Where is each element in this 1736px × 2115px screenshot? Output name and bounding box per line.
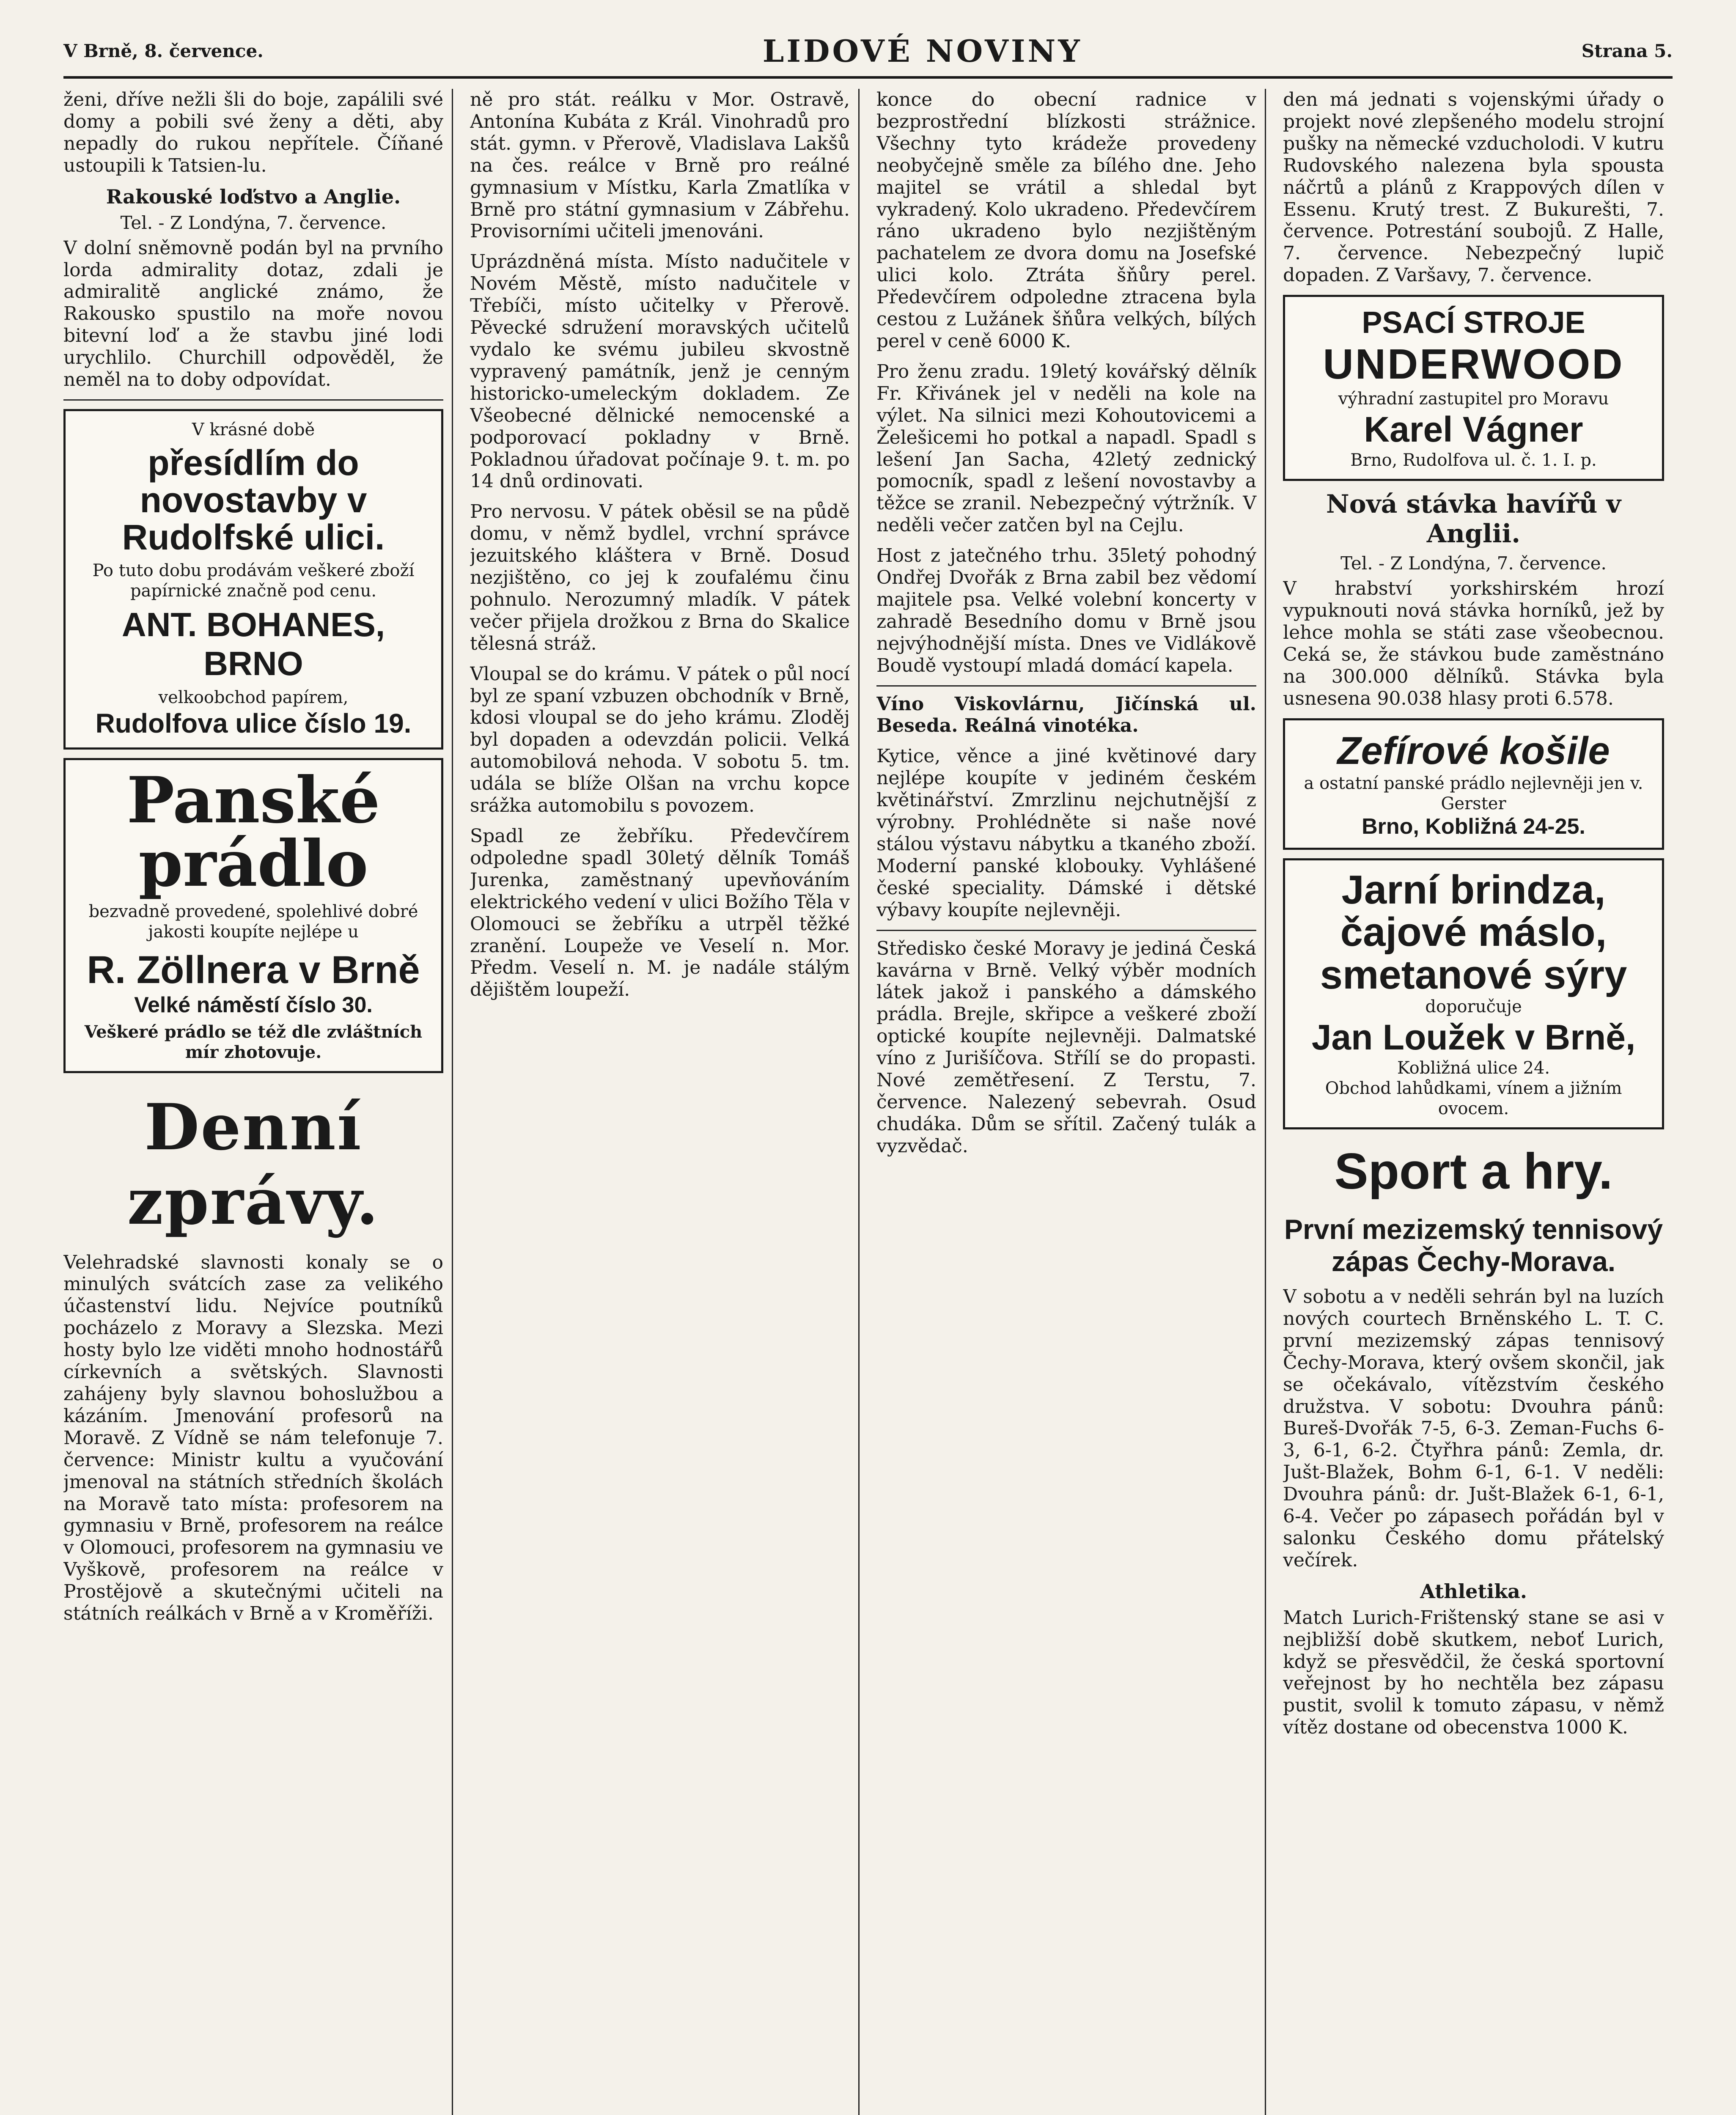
page-header [63,25,1673,79]
article-text-col2-4: Vloupal se do krámu. V pátek o půl nocí byl ze spaní vzbuzen obchodník v Brně, kdosi vloupal se do jeho krámu. Zloděj byl dopaden a odevzdán policii. Velká automobilová nehoda. V sobotu 5. tm. udála se blíže Olšan na vrchu kopce srážka automobilu s povozem. [470,663,850,817]
classified-text-2: Středisko české Moravy je jediná Česká kavárna v Brně. Velký výběr modních látek jakož i panského a dámského prádla. Brejle, skřipce a veškeré zboží optické koupíte nejlevněji. Dalmatské víno z Jurišíčova. Střílí se do propasti. Nové zemětřesení. Z Terstu, 7. července. Nalezený sebevrah. Osud chudáka. Dům se sřítil. Začený tulák a vyzvědač. [876,937,1256,1157]
article-text-col3-2: Pro ženu zradu. 19letý kovářský dělník Fr. Křivánek jel v neděli na kole na výlet. Na silnici mezi Kohoutovicemi a Želešicemi ho potkal a napadl. Spadl s lešení Jan Sacha, 42letý zednický pomocník, spadl z lešení novostavby a těžce se zranil. Nebezpečný výtržník. V neděli večer zatčen byl na Cejlu. [876,360,1256,536]
column-2 [470,89,860,2115]
article-text-tennis: V sobotu a v neděli sehrán byl na luzích nových courtech Brněnského L. T. C. první mezizemský zápas tennisový Čechy-Morava, který ovšem skončil, jak se očekávalo, vítězstvím českého družstva. V sobotu: Dvouhra pánů: Bureš-Dvořák 7-5, 6-3. Zeman-Fuchs 6-3, 6-1, 6-2. Čtyřhra pánů: Zemla, dr. Jušt-Blažek, Bohm 6-1, 6-1. V neděli: Dvouhra pánů: dr. Jušt-Blažek 6-1, 6-1, 6-4. Večer po zápasech pořádán byl v salonku Českého domu přátelský večírek. [1283,1285,1664,1571]
ad-gerster-headline: Zefírové košile [1337,729,1610,772]
ad-gerster-address: Brno, Kobližná 24-25. [1362,814,1585,839]
article-text-athletics: Match Lurich-Frištenský stane se asi v nejbližší době skutkem, neboť Lurich, když se přesvědčil, že česká sportovní veřejnost by ho nechtěla bez zápasu pustit, svolil k tomuto zápasu, v němž vítěz dostane od obecenstva 1000 K. [1283,1607,1664,1739]
newspaper-title: LIDOVÉ NOVINY [762,33,1082,69]
ad-bohanes-sub: Po tuto dobu prodávám veškeré zboží papírnické značně pod cenu. [92,560,415,601]
ad-underwood-top: PSACÍ STROJE [1362,306,1585,340]
ad-underwood-name: Karel Vágner [1364,409,1583,450]
article-text-col2-2: Uprázdněná místa. Místo nadučitele v Novém Městě, místo nadučitele v Třebíči, místo učitelky v Přerově. Pěvecké sdružení moravských učitelů vydalo ke svému jubileu skvostně vypravený památník, jenž je cenným historicko-umeleckým dokladem. Ze Všeobecné dělnické nemocenské a podporovací pokladny v Brně. Pokladnou úřadovat počínaje 9. t. m. po 14 dnů ordinovati. [470,251,850,492]
ad-louzek [1283,858,1664,1129]
ad-louzek-address: Kobližná ulice 24. [1397,1058,1550,1078]
article-text-strike: V hrabství yorkshirském hrozí vypuknouti nová stávka horníků, jež by lehce mohla se státi zase všeobecnou. Ceká se, že stávkou bude zaměstnáno na 300.000 dělníků. Stávka byla usnesena 90.038 hlasy proti 6.578. [1283,578,1664,709]
divider [876,685,1256,687]
classified-head: Víno Viskovlárnu, Jičínská ul. Beseda. Reálná vinotéka. [876,693,1256,737]
article-title-athletics: Athletika. [1420,1579,1527,1603]
strike-dateline: Tel. - Z Londýna, 7. července. [1340,553,1607,574]
article-lead: ženi, dříve nežli šli do boje, zapálili své domy a pobili své ženy a děti, aby nepadly do rukou nepřítele. Číňané ustoupili k Tatsien-lu. [63,89,443,176]
ad-bohanes-headline: přesídlím do novostavby v Rudolfské ulici. [122,442,385,558]
article-dateline: Tel. - Z Londýna, 7. července. [120,212,387,233]
ad-louzek-sub: doporučuje [1425,997,1522,1016]
divider [876,930,1256,931]
ad-bohanes-desc: velkoobchod papírem, [158,687,349,707]
classified-text-1: Kytice, věnce a jiné květinové dary nejlépe koupíte v jediném českém květinářství. Zmrzlinu nejchutnější z výrobny. Prohlédněte si naše nové stálou výstavu nábytku a tkaného zboží. Moderní panské klobouky. Vyhlášené české speciality. Dámské i dětské výbavy koupíte nejlevněji. [876,745,1256,921]
section-title-denni-zpravy: Denní zprávy. [127,1090,380,1239]
ad-zollner-name: R. Zöllnera v Brně [87,948,420,992]
column-3 [876,89,1266,2115]
ad-zollner-headline: Panské prádlo [126,763,380,901]
ad-zollner-address: Velké náměstí číslo 30. [134,992,373,1017]
ad-gerster [1283,718,1664,850]
page-number: Strana 5. [1581,40,1673,61]
ad-underwood [1283,295,1664,481]
ad-zollner [63,758,443,1073]
column-4 [1283,89,1673,2115]
ad-bohanes [63,409,443,750]
ad-louzek-name: Jan Loužek v Brně, [1311,1017,1636,1057]
section-title-sport: Sport a hry. [1334,1143,1613,1200]
column-1 [63,89,453,2115]
ad-gerster-sub: a ostatní panské prádlo nejlevněji jen v. Gerster [1304,773,1643,813]
article-text-rakousko: V dolní sněmovně podán byl na prvního lorda admirality dotaz, zdali je admiralitě anglické známo, že Rakousko spustilo na moře novou bitevní loď a že stavbu jiné lodi urychlilo. Churchill odpověděl, že neměl na to doby odpovídat. [63,237,443,391]
ad-zollner-sub: bezvadně provedené, spolehlivé dobré jakosti koupíte nejlépe u [88,901,418,942]
ad-bohanes-name: ANT. BOHANES, BRNO [121,605,385,682]
ad-louzek-note: Obchod lahůdkami, vínem a jižním ovocem. [1325,1078,1622,1118]
article-title-strike: Nová stávka havířů v Anglii. [1326,489,1621,549]
article-text-col2-3: Pro nervosu. V pátek oběsil se na půdě domu, v němž bydlel, vrchní správce jezuitského kláštera v Brně. Dosud nezjištěno, co jej k zoufalému činu pohnulo. Nerozumný mladík. V pátek večer přijela drožkou z Brna do Skalice tělesná stráž. [470,501,850,654]
article-text-col2-5: Spadl ze žebříku. Předevčírem odpoledne spadl 30letý dělník Tomáš Jurenka, zaměstnaný upevňováním elektrického vedení v ulici Božího Těla v Olomouci se žebříku a utrpěl těžké zranění. Loupeže ve Veselí n. Mor. Předm. Veselí n. M. je nadále stálým dějištěm loupeží. [470,825,850,1001]
ad-zollner-note: Veškeré prádlo se též dle zvláštních mír zhotovuje. [84,1022,423,1062]
article-text-col3-3: Host z jatečného trhu. 35letý pohodný Ondřej Dvořák z Brna zabil bez vědomí majitele psa. Velké volební koncerty v zahradě Besedního domu v Brně jsou nejvýhodnější místa. Dnes ve Vidlákově Boudě vystoupí mladá domácí kapela. [876,545,1256,676]
ad-louzek-headline: Jarní brindza, čajové máslo, smetanové sýry [1320,867,1627,998]
article-text-denni: Velehradské slavnosti konaly se o minulých svátcích zase za velikého účastenství lidu. Nejvíce poutníků pocházelo z Moravy a Slezska. Mezi hosty bylo lze viděti mnoho hodnostářů církevních a světských. Slavnosti zahájeny byly slavnou bohoslužbou a kázáním. Jmenování profesorů na Moravě. Z Vídně se nám telefonuje 7. července: Ministr kultu a vyučování jmenoval na státních středních školách na Moravě tato místa: profesorem na gymnasiu v Brně, profesorem na reálce v Olomouci, profesorem na gymnasiu ve Vyškově, profesorem na reálce v Prostějově a skutečnými učiteli na státních reálkách v Brně a v Kroměříži. [63,1251,443,1625]
article-text-col3-1: konce do obecní radnice v bezprostřední blízkosti strážnice. Všechny tyto krádeže provedeny neobyčejně směle za bílého dne. Jeho majitel se vrátil a shledal byt vykradený. Kolo ukradeno. Předevčírem ráno ukradeno bylo nezjištěným pachatelem ze dvora domu na Josefské ulici kolo. Ztráta šňůry perel. Předevčírem odpoledne ztracena byla cestou z Lužánek šňůra velkých, bílých perel v ceně 6000 K. [876,89,1256,352]
article-title-tennis: První mezizemský tennisový zápas Čechy-Morava. [1284,1213,1663,1277]
article-text-col4-1: den má jednati s vojenskými úřady o projekt nové zlepšeného modelu strojní pušky na německé vzducholodi. V kutru Rudovského nalezena byla spousta náčrtů a plánů z Krappových dílen v Essenu. Krutý trest. Z Bukurešti, 7. července. Potrestání soubojů. Z Halle, 7. července. Nebezpečný lupič dopaden. Z Varšavy, 7. července. [1283,89,1664,286]
article-columns [63,89,1673,2115]
ad-underwood-address: Brno, Rudolfova ul. č. 1. I. p. [1350,450,1597,470]
ad-bohanes-intro: V krásné době [192,420,315,439]
header-date: V Brně, 8. července. [63,40,264,61]
ad-underwood-sub: výhradní zastupitel pro Moravu [1338,389,1609,409]
divider [63,399,443,401]
ad-bohanes-address: Rudolfova ulice číslo 19. [95,708,412,739]
article-text-col2-1: ně pro stát. reálku v Mor. Ostravě, Antonína Kubáta z Král. Vinohradů pro stát. gymn. v Přerově, Vladislava Lakšů na čes. reálce v Brně pro reálné gymnasium v Místku, Karla Zmatlíka v Brně pro státní gymnasium v Zábřehu. Provisorními učiteli jmenováni. [470,89,850,242]
ad-underwood-brand: UNDERWOOD [1323,341,1624,388]
article-title-rakousko: Rakouské loďstvo a Anglie. [106,185,401,208]
